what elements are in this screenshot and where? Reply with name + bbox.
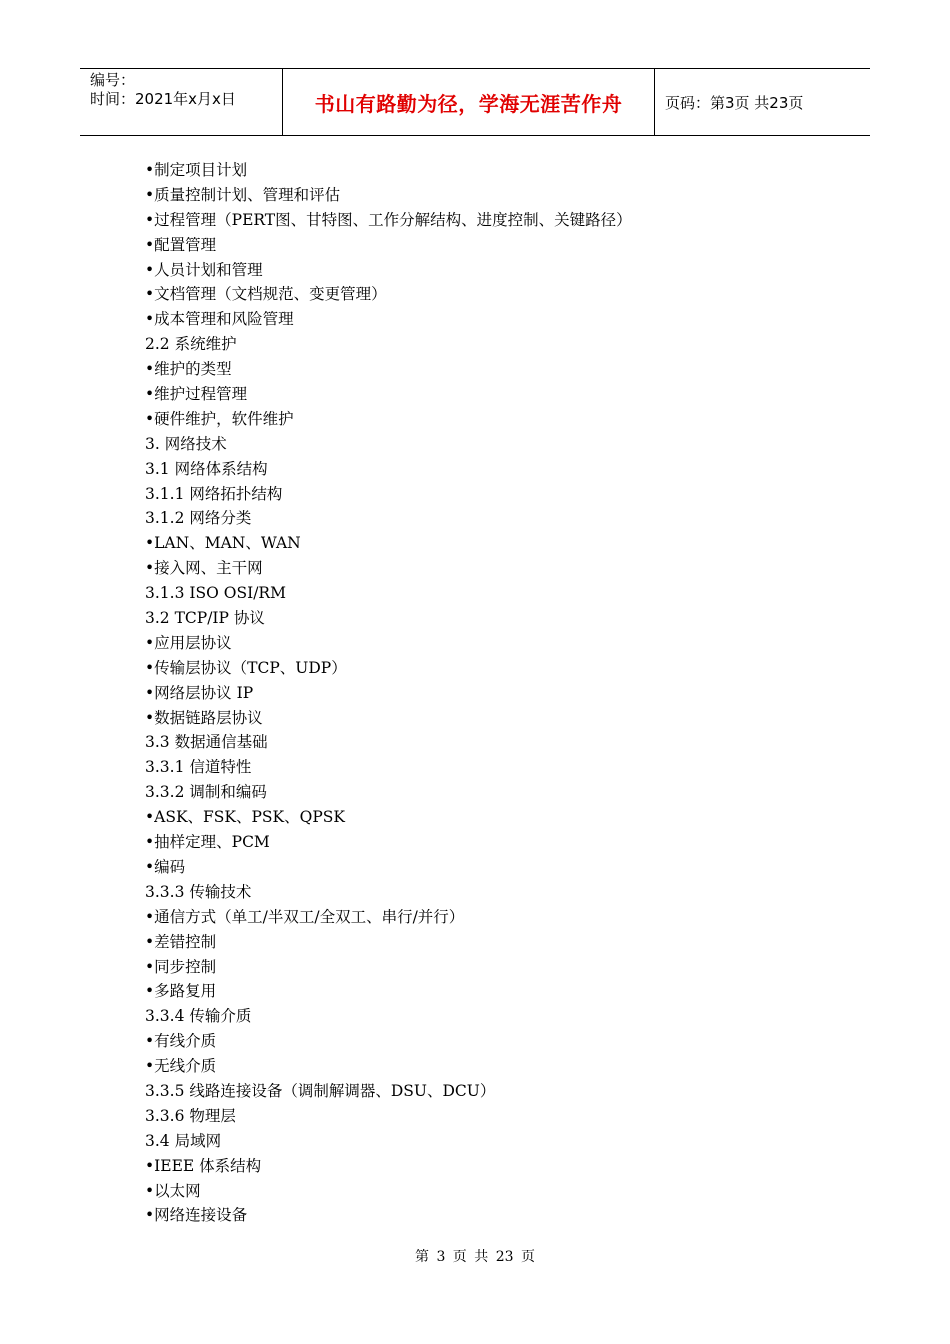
text-line: •通信方式（单工/半双工/全双工、串行/并行） xyxy=(145,907,465,926)
document-body xyxy=(145,158,845,1228)
section-heading: 3.3.1 信道特性 xyxy=(145,758,252,777)
header-motto: 书山有路勤为径，学海无涯苦作舟 xyxy=(282,69,655,135)
header-page-info: 页码：第3页 共23页 xyxy=(665,93,804,112)
text-line: •过程管理（PERT图、甘特图、工作分解结构、进度控制、关键路径） xyxy=(145,210,632,229)
document-number-label: 编号： xyxy=(90,71,136,89)
text-line: •制定项目计划 xyxy=(145,161,248,179)
section-heading: 3.3.6 物理层 xyxy=(145,1106,236,1125)
section-heading: 3.3 数据通信基础 xyxy=(145,733,268,752)
section-heading: 3.1.2 网络分类 xyxy=(145,509,252,528)
text-line: •应用层协议 xyxy=(145,633,232,652)
text-line: •网络层协议 IP xyxy=(145,683,254,702)
text-line: •维护过程管理 xyxy=(145,385,248,404)
text-line: •LAN、MAN、WAN xyxy=(145,534,301,553)
text-line: •维护的类型 xyxy=(145,360,232,379)
text-line: •传输层协议（TCP、UDP） xyxy=(145,658,347,677)
text-line: •成本管理和风险管理 xyxy=(145,310,294,329)
section-heading: 3.1.3 ISO OSI/RM xyxy=(145,584,286,603)
header-meta xyxy=(80,69,282,135)
text-line: •网络连接设备 xyxy=(145,1206,248,1225)
text-line: •质量控制计划、管理和评估 xyxy=(145,185,341,204)
section-heading: 3.3.2 调制和编码 xyxy=(145,783,267,802)
text-line: •同步控制 xyxy=(145,957,217,976)
text-line: •差错控制 xyxy=(145,932,217,951)
section-heading: 3.3.5 线路连接设备（调制解调器、DSU、DCU） xyxy=(145,1081,496,1100)
text-line: •以太网 xyxy=(145,1181,201,1200)
text-line: •有线介质 xyxy=(145,1032,217,1051)
text-line: •无线介质 xyxy=(145,1057,217,1076)
text-line: •接入网、主干网 xyxy=(145,559,263,578)
section-heading: 3.2 TCP/IP 协议 xyxy=(145,609,265,628)
section-heading: 3.1.1 网络拓扑结构 xyxy=(145,484,283,503)
text-line: •配置管理 xyxy=(145,235,217,254)
document-date: 时间：2021年x月x日 xyxy=(90,90,236,108)
text-line: •编码 xyxy=(145,857,186,876)
section-heading: 3. 网络技术 xyxy=(145,434,227,453)
section-heading: 3.3.3 传输技术 xyxy=(145,882,252,901)
text-line: •文档管理（文档规范、变更管理） xyxy=(145,285,387,304)
section-heading: 3.4 局域网 xyxy=(145,1131,222,1150)
text-line: •IEEE 体系结构 xyxy=(145,1156,262,1175)
text-line: •抽样定理、PCM xyxy=(145,833,270,852)
page-header xyxy=(80,68,870,136)
text-line: •人员计划和管理 xyxy=(145,260,263,279)
page-footer: 第 3 页 共 23 页 xyxy=(415,1249,535,1265)
section-heading: 3.1 网络体系结构 xyxy=(145,459,268,478)
section-heading: 2.2 系统维护 xyxy=(145,335,237,354)
text-line: •ASK、FSK、PSK、QPSK xyxy=(145,808,345,827)
text-line: •数据链路层协议 xyxy=(145,708,263,727)
text-line: •硬件维护，软件维护 xyxy=(145,409,294,428)
text-line: •多路复用 xyxy=(145,982,217,1001)
section-heading: 3.3.4 传输介质 xyxy=(145,1007,252,1026)
